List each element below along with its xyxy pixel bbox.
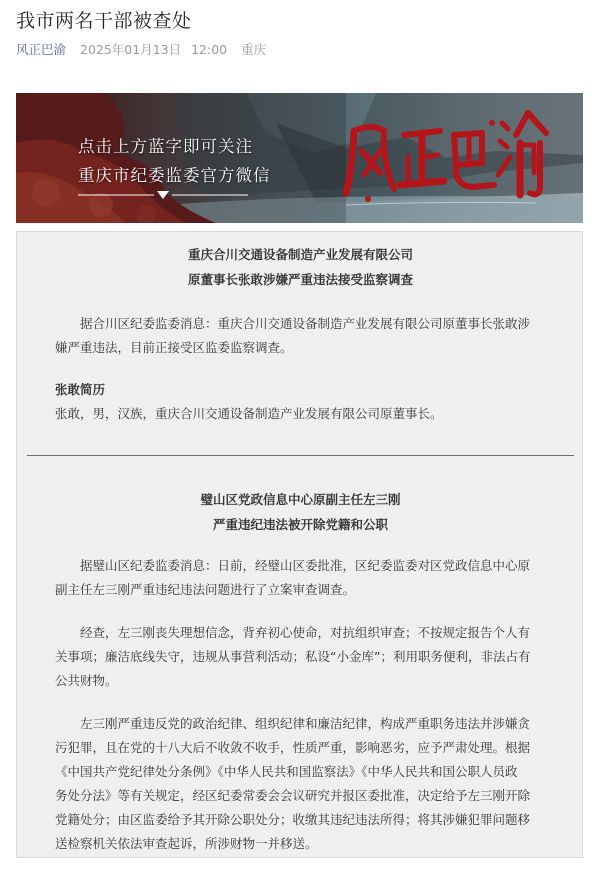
section-1-paragraph-1-line-2: 嫌严重违法，目前正接受区监委监察调查。 bbox=[55, 340, 293, 355]
banner-follow-text: 点击上方蓝字即可关注 bbox=[78, 137, 253, 156]
decorative-divider-icon bbox=[78, 188, 248, 202]
bio-text: 张敢，男，汉族，重庆合川交通设备制造产业发展有限公司原董事长。 bbox=[55, 406, 443, 421]
publish-time: 12:00 bbox=[191, 42, 228, 57]
account-name-link[interactable]: 风正巴渝 bbox=[16, 42, 67, 57]
section-2-title-line-2: 严重违纪违法被开除党籍和公职 bbox=[212, 517, 388, 532]
section-2-title-line-1: 璧山区党政信息中心原副主任左三刚 bbox=[200, 492, 401, 507]
article-content-card bbox=[16, 231, 583, 858]
publish-location: 重庆 bbox=[241, 42, 267, 57]
section-2-paragraph-3-line-1: 左三刚严重违反党的政治纪律、组织纪律和廉洁纪律，构成严重职务违法并涉嫌贪 bbox=[80, 716, 531, 731]
section-2-paragraph-3-line-5: 党籍处分；由区监委给予其开除公职处分；收缴其违纪违法所得；将其涉嫌犯罪问题移 bbox=[55, 812, 531, 827]
section-2-paragraph-2-line-2: 关事项；廉洁底线失守，违规从事营利活动；私设“小金库”；利用职务便利，非法占有 bbox=[55, 649, 531, 664]
section-2-paragraph-2-line-1: 经查，左三刚丧失理想信念，背弃初心使命，对抗组织审查；不按规定报告个人有 bbox=[80, 625, 531, 640]
section-2-paragraph-3-line-4: 务处分法》等有关规定，经区纪委常委会会议研究并报区委批准，决定给予左三刚开除 bbox=[55, 788, 531, 803]
section-2-paragraph-1-line-1: 据璧山区纪委监委消息：日前，经璧山区委批准，区纪委监委对区党政信息中心原 bbox=[80, 558, 531, 573]
section-1-title-line-1: 重庆合川交通设备制造产业发展有限公司 bbox=[187, 247, 413, 262]
banner-image bbox=[16, 93, 583, 223]
section-2-paragraph-2-line-3: 公共财物。 bbox=[55, 673, 118, 688]
bio-heading: 张敢简历 bbox=[55, 382, 106, 397]
article-title: 我市两名干部被查处 bbox=[16, 10, 192, 32]
section-1-title-line-2: 原董事长张敢涉嫌严重违法接受监察调查 bbox=[187, 272, 413, 287]
publish-date: 2025年01月13日 bbox=[80, 42, 182, 57]
section-2-paragraph-3-line-2: 污犯罪，且在党的十八大后不收敛不收手，性质严重，影响恶劣，应予严肃处理。根据 bbox=[55, 740, 531, 755]
section-2-paragraph-3-line-3: 《中国共产党纪律处分条例》《中华人民共和国监察法》《中华人民共和国公职人员政 bbox=[55, 764, 518, 779]
banner-account-text: 重庆市纪委监委官方微信 bbox=[78, 166, 271, 185]
article-meta bbox=[16, 40, 266, 58]
section-2-paragraph-3-line-6: 送检察机关依法审查起诉，所涉财物一并移送。 bbox=[55, 836, 318, 851]
brand-calligraphy-logo bbox=[342, 101, 552, 211]
section-2-paragraph-1-line-2: 副主任左三刚严重违纪违法问题进行了立案审查调查。 bbox=[55, 582, 356, 597]
section-1-paragraph-1-line-1: 据合川区纪委监委消息：重庆合川交通设备制造产业发展有限公司原董事长张敢涉 bbox=[80, 316, 531, 331]
section-divider bbox=[27, 455, 574, 456]
